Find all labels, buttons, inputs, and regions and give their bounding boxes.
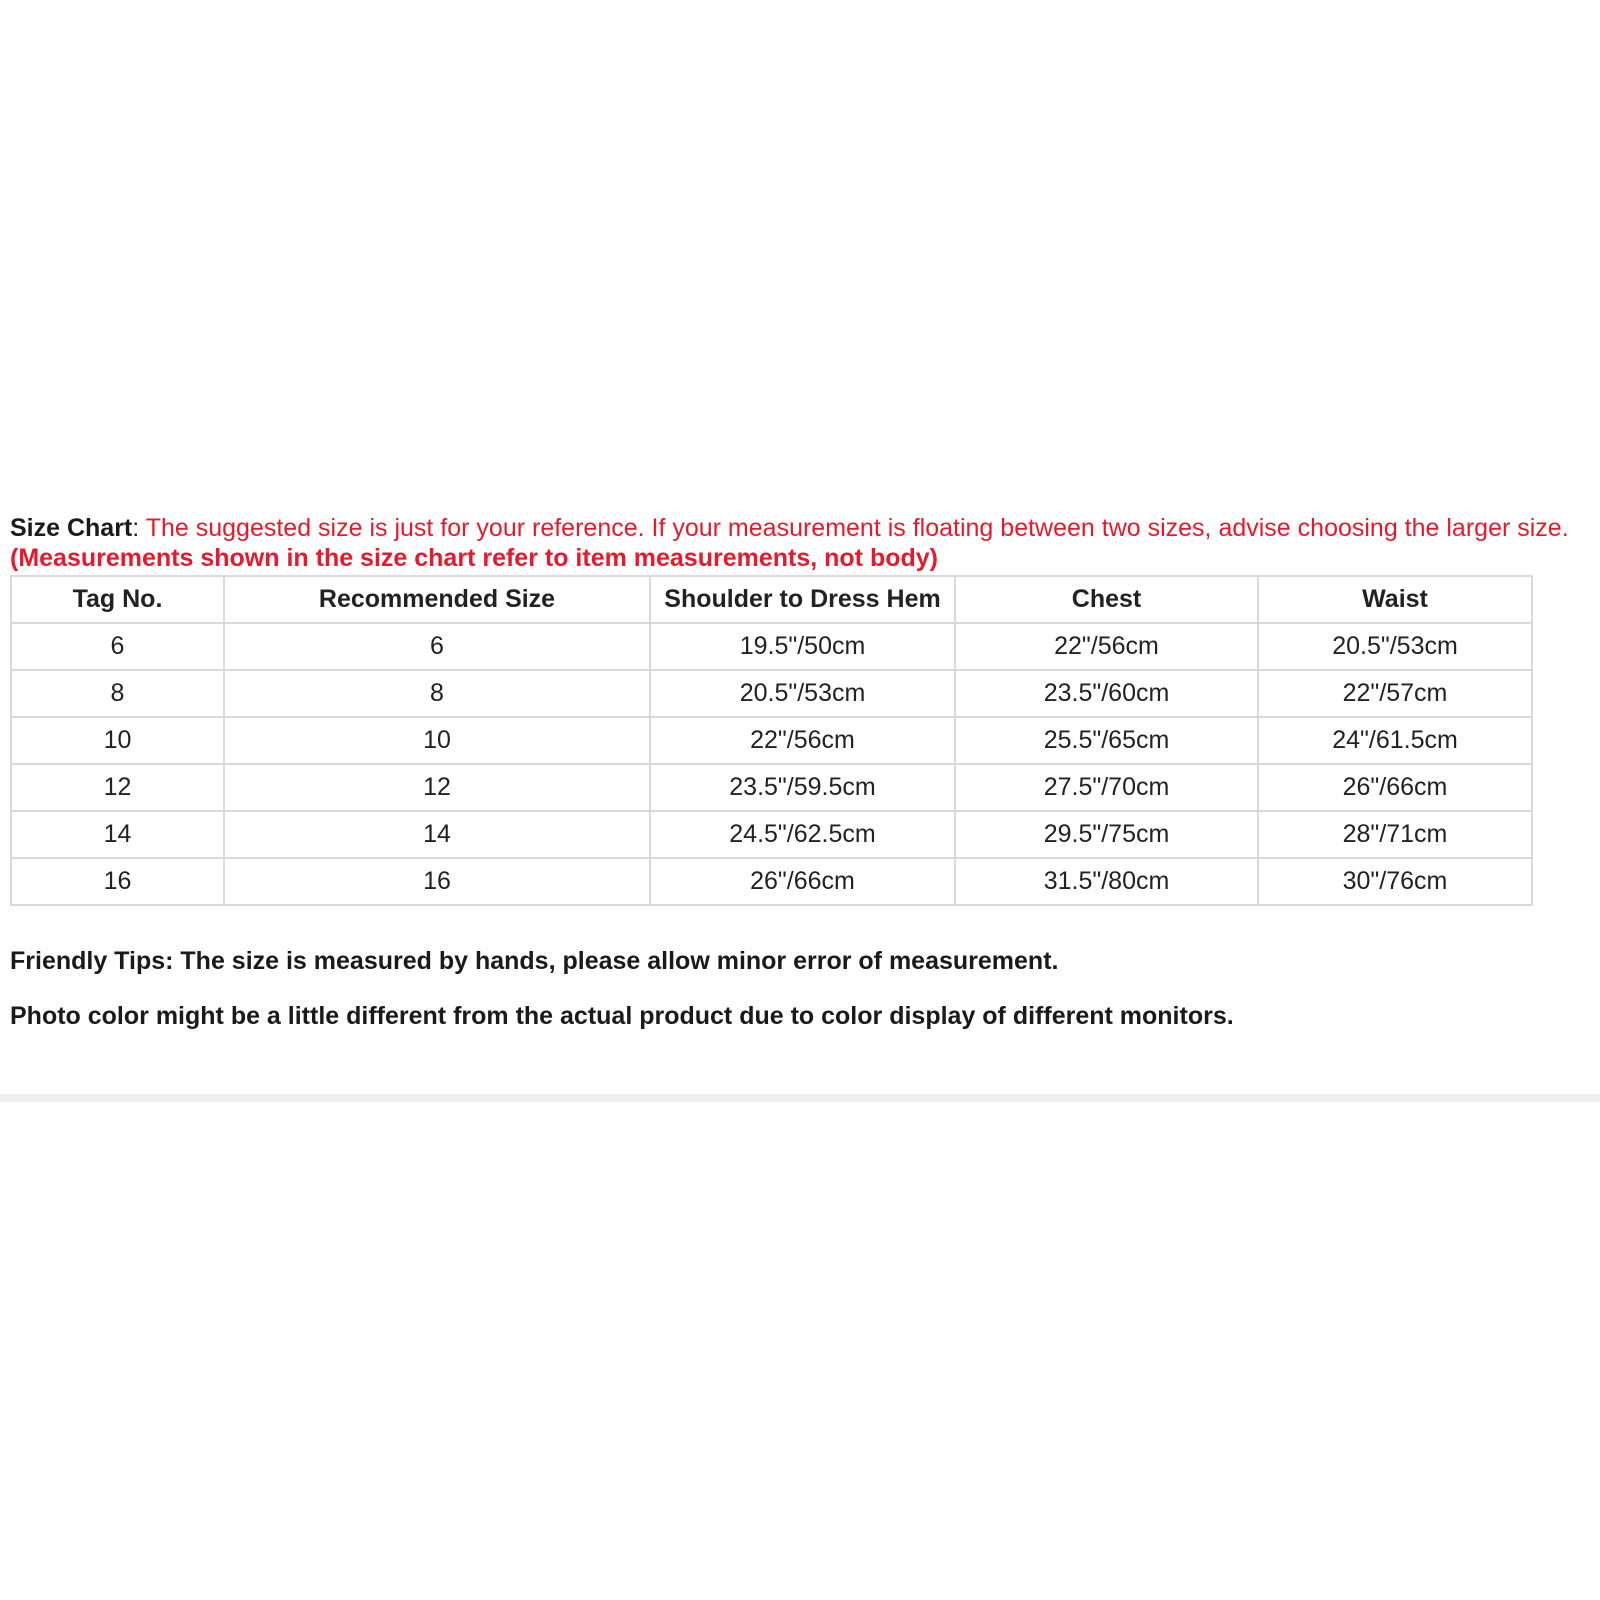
- size-table: [10, 575, 1533, 906]
- cell-recommended-size: 14: [224, 811, 650, 858]
- cell-recommended-size: 8: [224, 670, 650, 717]
- cell-chest: 27.5"/70cm: [955, 764, 1258, 811]
- cell-recommended-size: 16: [224, 858, 650, 905]
- table-row: [11, 811, 1532, 858]
- cell-chest: 29.5"/75cm: [955, 811, 1258, 858]
- measurement-disclaimer: (Measurements shown in the size chart refer to item measurements, not body): [10, 544, 938, 572]
- cell-tag-no: 12: [11, 764, 224, 811]
- section-divider: [0, 1094, 1600, 1102]
- cell-waist: 28"/71cm: [1258, 811, 1532, 858]
- table-row: [11, 670, 1532, 717]
- table-row: [11, 623, 1532, 670]
- cell-tag-no: 14: [11, 811, 224, 858]
- tips-measurement-note: Friendly Tips: The size is measured by hands, please allow minor error of measurement.: [10, 947, 1059, 975]
- cell-tag-no: 10: [11, 717, 224, 764]
- cell-chest: 25.5"/65cm: [955, 717, 1258, 764]
- header-shoulder-to-dress-hem: Shoulder to Dress Hem: [650, 576, 955, 623]
- table-row: [11, 717, 1532, 764]
- cell-recommended-size: 10: [224, 717, 650, 764]
- table-header-row: [11, 576, 1532, 623]
- size-chart-section: [10, 513, 1580, 1056]
- cell-chest: 23.5"/60cm: [955, 670, 1258, 717]
- cell-chest: 31.5"/80cm: [955, 858, 1258, 905]
- header-waist: Waist: [1258, 576, 1532, 623]
- cell-recommended-size: 12: [224, 764, 650, 811]
- cell-chest: 22"/56cm: [955, 623, 1258, 670]
- size-chart-intro: Size Chart: The suggested size is just for your reference. If your measurement is floating between two sizes, advise choosing the larger size.: [10, 514, 1569, 542]
- cell-waist: 20.5"/53cm: [1258, 623, 1532, 670]
- cell-tag-no: 8: [11, 670, 224, 717]
- cell-shoulder-to-dress-hem: 20.5"/53cm: [650, 670, 955, 717]
- cell-waist: 30"/76cm: [1258, 858, 1532, 905]
- header-recommended-size: Recommended Size: [224, 576, 650, 623]
- cell-tag-no: 6: [11, 623, 224, 670]
- cell-waist: 22"/57cm: [1258, 670, 1532, 717]
- cell-shoulder-to-dress-hem: 19.5"/50cm: [650, 623, 955, 670]
- cell-waist: 26"/66cm: [1258, 764, 1532, 811]
- size-chart-label: Size Chart: [10, 514, 133, 542]
- cell-shoulder-to-dress-hem: 24.5"/62.5cm: [650, 811, 955, 858]
- header-tag-no: Tag No.: [11, 576, 224, 623]
- header-chest: Chest: [955, 576, 1258, 623]
- cell-tag-no: 16: [11, 858, 224, 905]
- size-chart-note: The suggested size is just for your reference. If your measurement is floating between two sizes, advise choosing the larger size.: [145, 514, 1569, 542]
- table-row: [11, 764, 1532, 811]
- tips-color-note: Photo color might be a little different from the actual product due to color display of different monitors.: [10, 1002, 1234, 1030]
- table-row: [11, 858, 1532, 905]
- cell-shoulder-to-dress-hem: 23.5"/59.5cm: [650, 764, 955, 811]
- cell-shoulder-to-dress-hem: 22"/56cm: [650, 717, 955, 764]
- cell-recommended-size: 6: [224, 623, 650, 670]
- cell-shoulder-to-dress-hem: 26"/66cm: [650, 858, 955, 905]
- cell-waist: 24"/61.5cm: [1258, 717, 1532, 764]
- friendly-tips: [10, 946, 1580, 1031]
